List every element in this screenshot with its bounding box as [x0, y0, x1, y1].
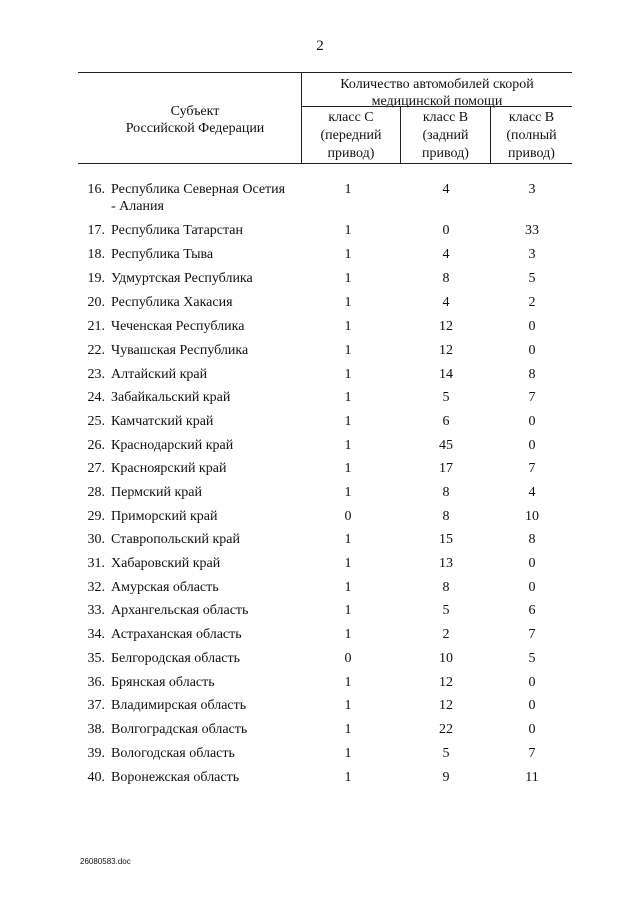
class-c-count: 1	[344, 627, 352, 642]
region-name: Удмуртская Республика	[111, 271, 253, 286]
class-c-count: 1	[344, 247, 352, 262]
row-number: 33.	[87, 603, 105, 618]
region-name: Астраханская область	[111, 627, 242, 642]
class-c-count: 1	[344, 485, 352, 500]
class-b-full-count: 0	[528, 698, 536, 713]
class-b-rear-count: 0	[442, 223, 450, 238]
row-number: 40.	[87, 770, 105, 785]
class-b-full-count: 7	[528, 461, 536, 476]
class-b-rear-count: 10	[439, 651, 453, 666]
row-number: 23.	[87, 367, 105, 382]
class-c-count: 1	[344, 556, 352, 571]
region-name: Краснодарский край	[111, 438, 234, 453]
class-b-rear-count: 12	[439, 343, 453, 358]
row-number: 31.	[87, 556, 105, 571]
class-b-rear-count: 22	[439, 722, 453, 737]
row-number: 19.	[87, 271, 105, 286]
class-b-full-count: 7	[528, 746, 536, 761]
row-number: 36.	[87, 675, 105, 690]
header-group-line1: Количество автомобилей скорой	[340, 77, 534, 92]
class-b-full-count: 0	[528, 556, 536, 571]
class-b-full-count: 8	[528, 532, 536, 547]
class-c-count: 1	[344, 271, 352, 286]
class-c-count: 0	[344, 651, 352, 666]
class-c-count: 1	[344, 461, 352, 476]
class-b-rear-count: 17	[439, 461, 453, 476]
class-c-count: 1	[344, 414, 352, 429]
class-b-rear-count: 4	[442, 182, 450, 197]
class-c-count: 1	[344, 722, 352, 737]
header-bottom-rule	[78, 163, 572, 164]
class-b-rear-count: 5	[442, 390, 450, 405]
page-number: 2	[316, 38, 324, 54]
class-b-full-count: 8	[528, 367, 536, 382]
class-b-full-count: 5	[528, 271, 536, 286]
class-b-full-count: 5	[528, 651, 536, 666]
class-b-rear-count: 8	[442, 580, 450, 595]
class-b-rear-count: 45	[439, 438, 453, 453]
class-b-rear-count: 12	[439, 319, 453, 334]
class-c-count: 1	[344, 367, 352, 382]
class-b-full-count: 0	[528, 343, 536, 358]
region-name: Чеченская Республика	[111, 319, 245, 334]
class-c-count: 1	[344, 770, 352, 785]
row-number: 27.	[87, 461, 105, 476]
header-group-line2: медицинской помощи	[371, 94, 503, 109]
class-b-full-count: 3	[528, 247, 536, 262]
header-col-class-b-rear	[401, 109, 490, 163]
class-b-full-count: 10	[525, 509, 539, 524]
class-b-rear-count: 2	[442, 627, 450, 642]
class-b-full-count: 2	[528, 295, 536, 310]
class-b-rear-count: 12	[439, 675, 453, 690]
region-name: Забайкальский край	[111, 390, 231, 405]
class-b-full-count: 33	[525, 223, 539, 238]
row-number: 21.	[87, 319, 105, 334]
class-b-rear-count: 8	[442, 485, 450, 500]
class-b-rear-count: 8	[442, 509, 450, 524]
region-name: Республика Тыва	[111, 247, 214, 262]
row-number: 24.	[87, 390, 105, 405]
class-b-rear-count: 15	[439, 532, 453, 547]
region-name: Камчатский край	[111, 414, 214, 429]
class-b-rear-count: 5	[442, 746, 450, 761]
class-b-full-count: 7	[528, 390, 536, 405]
region-name: Воронежская область	[111, 770, 240, 785]
row-number: 18.	[87, 247, 105, 262]
class-c-count: 1	[344, 223, 352, 238]
class-b-rear-count: 6	[442, 414, 450, 429]
header-subject-line2: Российской Федерации	[125, 121, 265, 136]
region-name: Ставропольский край	[111, 532, 240, 547]
header-col1-line1: класс С	[328, 110, 374, 125]
class-b-rear-count: 14	[439, 367, 453, 382]
header-col1-line3: привод)	[327, 146, 375, 161]
class-b-full-count: 0	[528, 414, 536, 429]
class-b-rear-count: 8	[442, 271, 450, 286]
class-b-full-count: 7	[528, 627, 536, 642]
region-name: Алтайский край	[111, 367, 208, 382]
class-c-count: 1	[344, 343, 352, 358]
region-name: Приморский край	[111, 509, 218, 524]
class-c-count: 1	[344, 532, 352, 547]
region-name: Республика Хакасия	[111, 295, 233, 310]
row-number: 16.	[87, 182, 105, 197]
region-name: Красноярский край	[111, 461, 227, 476]
class-b-rear-count: 9	[442, 770, 450, 785]
class-b-full-count: 0	[528, 675, 536, 690]
header-col-class-c	[302, 109, 400, 163]
header-col1-line2: (передний	[320, 128, 382, 143]
header-col2-line1: класс В	[422, 110, 469, 125]
row-number: 29.	[87, 509, 105, 524]
region-name: Владимирская область	[111, 698, 247, 713]
class-b-rear-count: 13	[439, 556, 453, 571]
row-number: 30.	[87, 532, 105, 547]
row-number: 20.	[87, 295, 105, 310]
row-number: 28.	[87, 485, 105, 500]
region-name: Амурская область	[111, 580, 219, 595]
header-subject-line1: Субъект	[170, 104, 220, 119]
row-number: 39.	[87, 746, 105, 761]
class-b-rear-count: 12	[439, 698, 453, 713]
header-top-rule	[78, 72, 572, 73]
region-name: Республика Татарстан	[111, 223, 244, 238]
region-name: Чувашская Республика	[111, 343, 249, 358]
class-c-count: 1	[344, 182, 352, 197]
header-col3-line1: класс В	[508, 110, 555, 125]
header-col3-line2: (полный	[506, 128, 557, 143]
class-c-count: 0	[344, 509, 352, 524]
row-number: 38.	[87, 722, 105, 737]
region-name: Архангельская область	[111, 603, 249, 618]
row-number: 37.	[87, 698, 105, 713]
class-b-full-count: 4	[528, 485, 536, 500]
class-c-count: 1	[344, 698, 352, 713]
region-name: Пермский край	[111, 485, 202, 500]
header-col2-line2: (задний	[422, 128, 469, 143]
class-b-full-count: 0	[528, 438, 536, 453]
class-b-rear-count: 5	[442, 603, 450, 618]
row-number: 26.	[87, 438, 105, 453]
header-col3-line3: привод)	[508, 146, 555, 161]
class-b-full-count: 11	[525, 770, 539, 785]
row-number: 34.	[87, 627, 105, 642]
class-c-count: 1	[344, 438, 352, 453]
class-c-count: 1	[344, 746, 352, 761]
region-name: Брянская область	[111, 675, 215, 690]
header-col-class-b-full	[491, 109, 572, 163]
class-b-full-count: 0	[528, 319, 536, 334]
class-b-full-count: 6	[528, 603, 536, 618]
row-number: 32.	[87, 580, 105, 595]
row-number: 25.	[87, 414, 105, 429]
row-number: 22.	[87, 343, 105, 358]
class-c-count: 1	[344, 390, 352, 405]
class-c-count: 1	[344, 580, 352, 595]
class-c-count: 1	[344, 295, 352, 310]
footer-filename: 26080583.doc	[80, 857, 131, 866]
class-c-count: 1	[344, 675, 352, 690]
class-c-count: 1	[344, 319, 352, 334]
row-number: 17.	[87, 223, 105, 238]
class-b-full-count: 0	[528, 580, 536, 595]
region-name: Республика Северная Осетия - Алания	[111, 182, 286, 214]
class-b-full-count: 0	[528, 722, 536, 737]
header-col2-line3: привод)	[422, 146, 469, 161]
class-b-rear-count: 4	[442, 295, 450, 310]
class-b-full-count: 3	[528, 182, 536, 197]
header-group-title	[302, 76, 572, 110]
region-name: Волгоградская область	[111, 722, 248, 737]
class-b-rear-count: 4	[442, 247, 450, 262]
row-number: 35.	[87, 651, 105, 666]
region-name: Хабаровский край	[111, 556, 221, 571]
region-name: Белгородская область	[111, 651, 241, 666]
header-subject	[100, 103, 290, 137]
class-c-count: 1	[344, 603, 352, 618]
region-name: Вологодская область	[111, 746, 235, 761]
